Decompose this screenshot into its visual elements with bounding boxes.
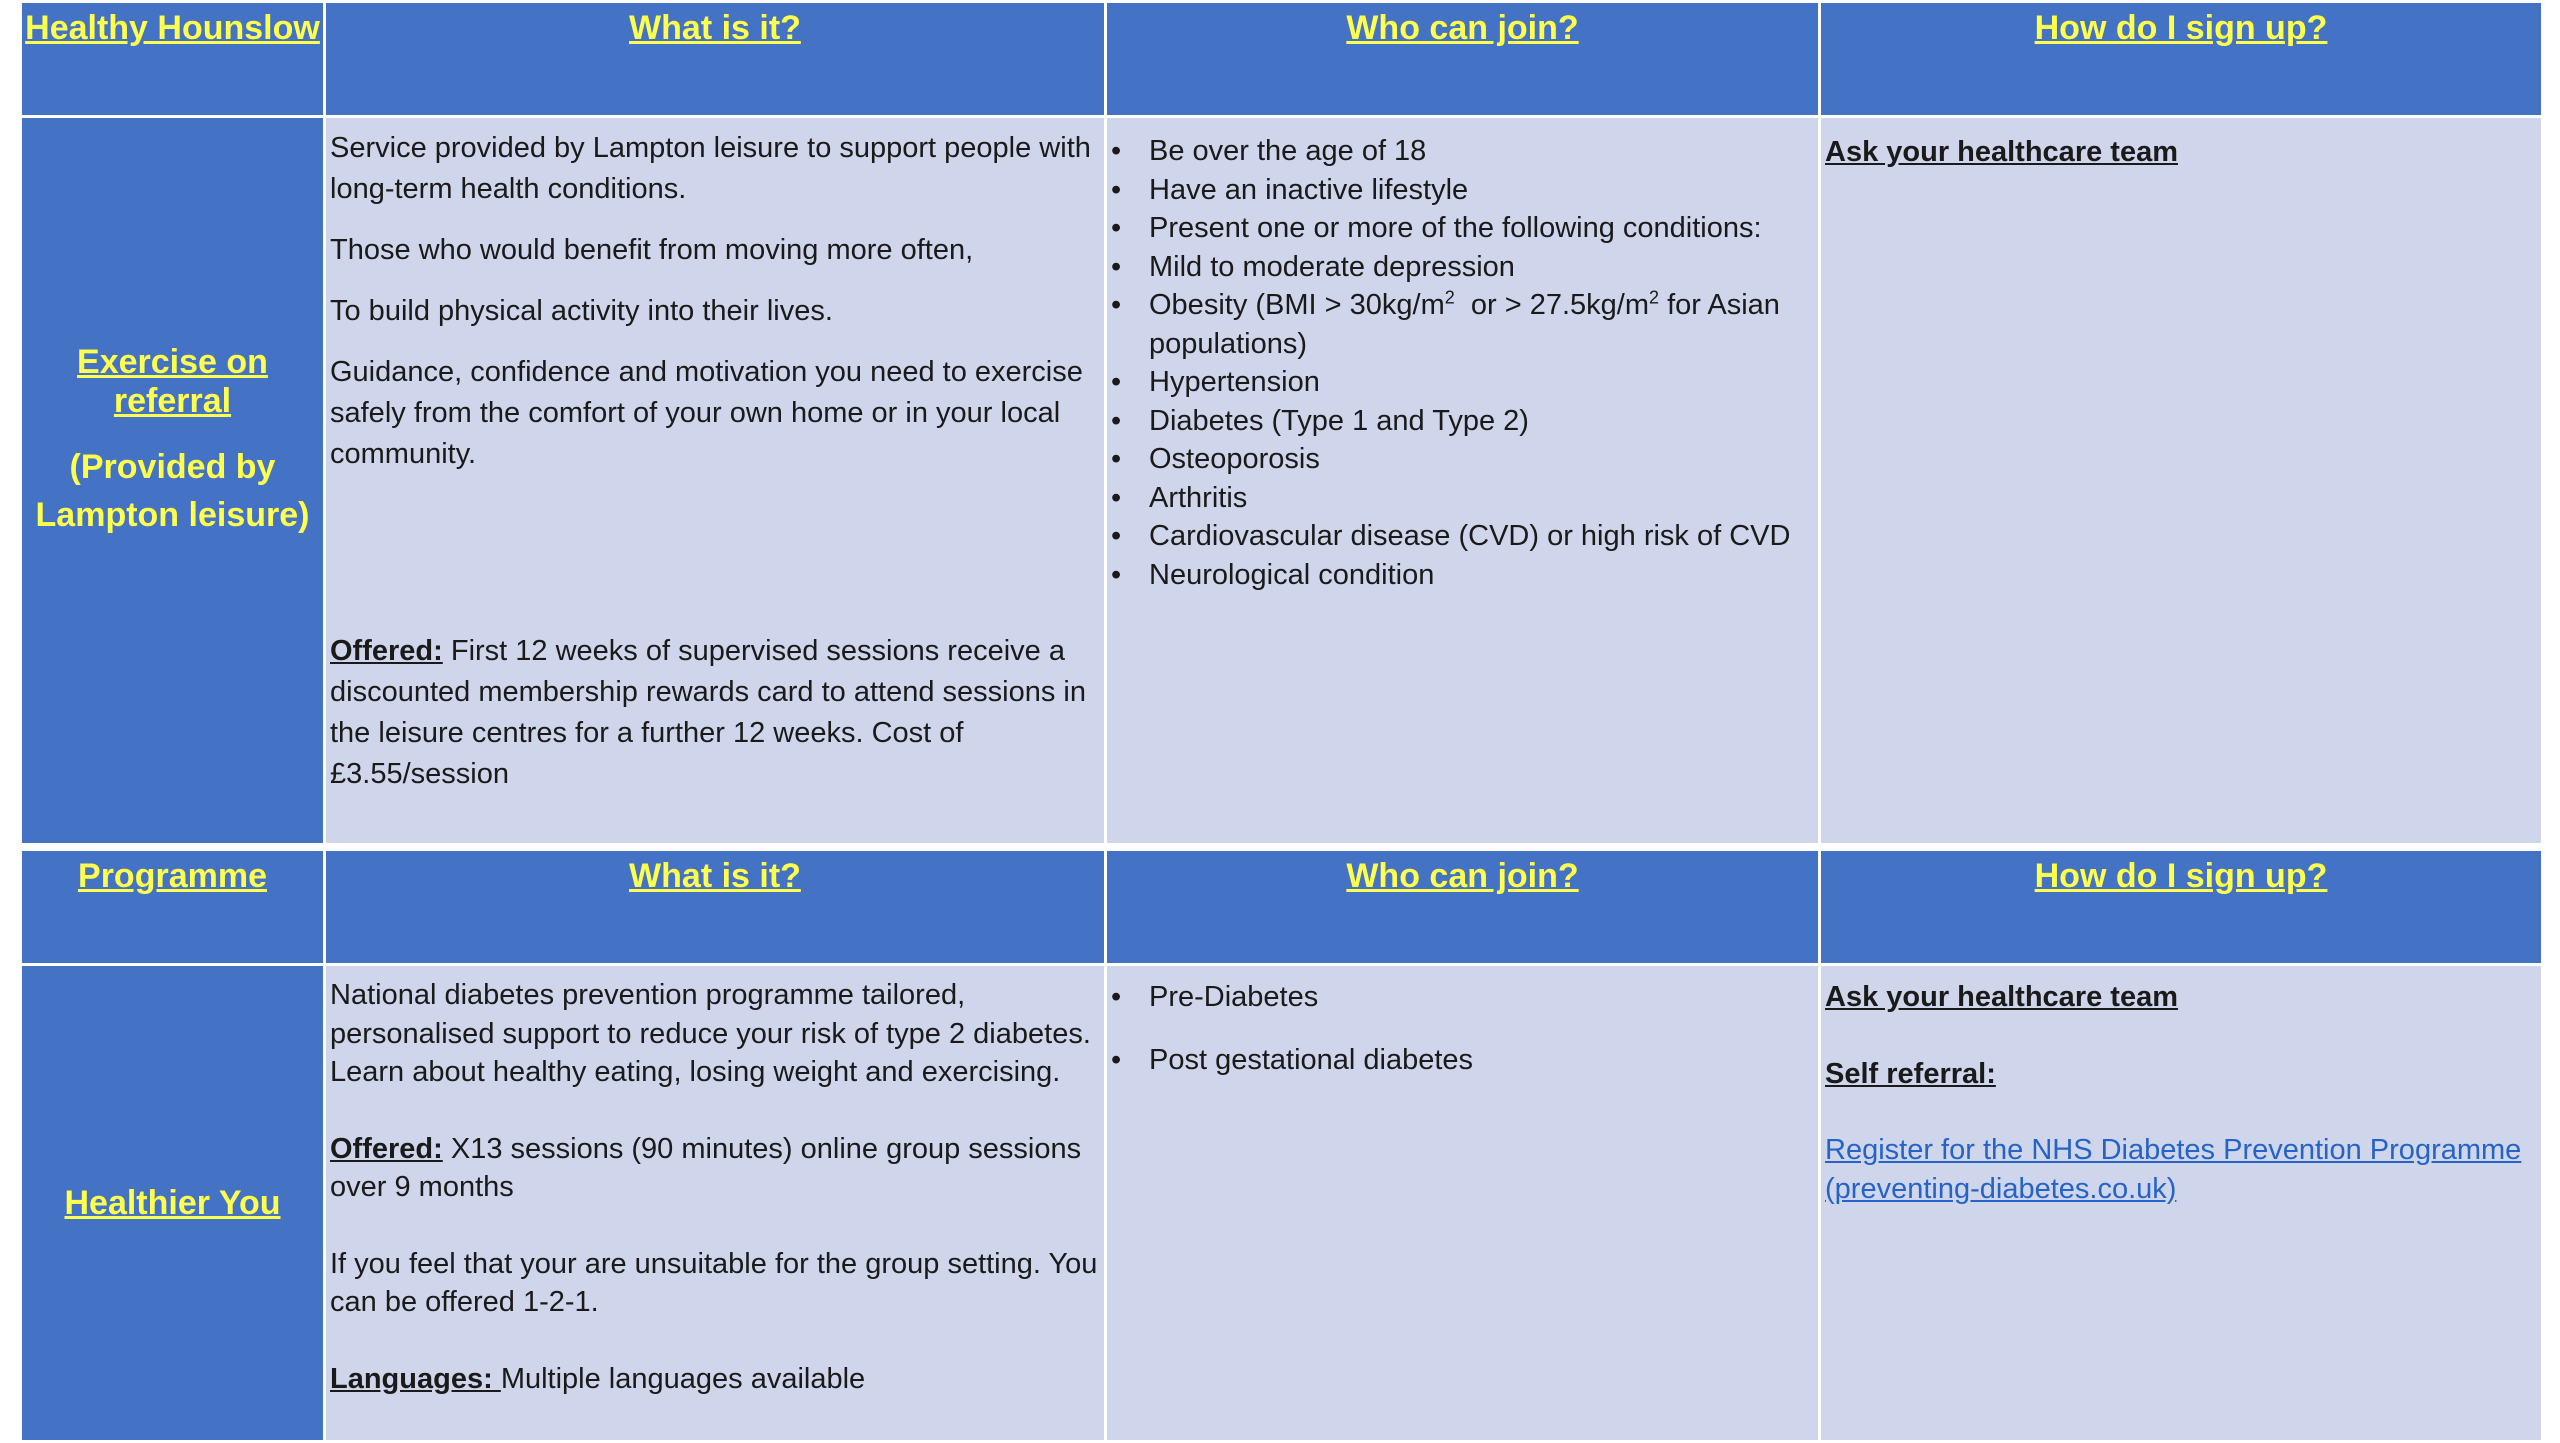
what-paragraph: Those who would benefit from moving more often, xyxy=(330,234,974,266)
header-cell xyxy=(21,850,325,965)
eligibility-list xyxy=(1111,978,1812,1079)
header-cell xyxy=(1106,2,1820,117)
healthier-you-table xyxy=(19,848,2544,1443)
what-intro: National diabetes prevention programme tailored, personalised support to reduce your risk of type 2 diabetes. Learn about healthy eating, losing weight and exercising. xyxy=(330,979,1091,1088)
list-item: • Pre-Diabetes xyxy=(1149,978,1812,1017)
header-what-is-it: What is it? xyxy=(629,857,801,895)
table-row xyxy=(21,965,2543,1442)
header-how-do-i-sign-up: How do I sign up? xyxy=(2034,9,2328,47)
what-is-it-cell xyxy=(325,117,1106,845)
header-who-can-join: Who can join? xyxy=(1346,857,1579,895)
row-label-cell xyxy=(21,965,325,1442)
table-header-row xyxy=(21,850,2543,965)
what-paragraph: Guidance, confidence and motivation you need to exercise safely from the comfort of your own home or in your local community. xyxy=(330,356,1083,470)
header-how-do-i-sign-up: How do I sign up? xyxy=(2034,857,2328,895)
diabetes-prevention-register-link[interactable]: Register for the NHS Diabetes Prevention Programme (preventing-diabetes.co.uk) xyxy=(1825,1134,2522,1205)
list-item: • Post gestational diabetes xyxy=(1149,1041,1812,1080)
list-item: • Cardiovascular disease (CVD) or high risk of CVD xyxy=(1149,517,1812,556)
header-cell xyxy=(325,2,1106,117)
list-item: • Have an inactive lifestyle xyxy=(1149,171,1812,210)
row-label-cell xyxy=(21,117,325,845)
table-header-row xyxy=(21,2,2543,117)
list-item: • Mild to moderate depression xyxy=(1149,248,1812,287)
how-to-sign-up-cell xyxy=(1820,117,2543,845)
ask-healthcare-team: Ask your healthcare team xyxy=(1825,981,2178,1013)
header-what-is-it: What is it? xyxy=(629,9,801,47)
offered-text: Offered: X13 sessions (90 minutes) online group sessions over 9 months xyxy=(330,1132,1082,1203)
list-item: • Present one or more of the following conditions: xyxy=(1149,209,1812,248)
ask-healthcare-team: Ask your healthcare team xyxy=(1825,136,2178,168)
header-programme: Programme xyxy=(78,857,267,895)
languages-text: Languages: Multiple languages available xyxy=(330,1362,866,1395)
header-healthy-hounslow: Healthy Hounslow xyxy=(25,9,320,47)
what-is-it-cell xyxy=(325,965,1106,1442)
offered-label: Offered: xyxy=(330,1132,443,1165)
table-row xyxy=(21,117,2543,845)
unsuitable-text: If you feel that your are unsuitable for the group setting. You can be offered 1-2-1. xyxy=(330,1247,1098,1318)
how-to-sign-up-cell xyxy=(1820,965,2543,1442)
list-item: • Diabetes (Type 1 and Type 2) xyxy=(1149,402,1812,441)
list-item: • Neurological condition xyxy=(1149,556,1812,595)
who-can-join-cell xyxy=(1106,965,1820,1442)
row-label-healthier-you: Healthier You xyxy=(64,1183,281,1222)
list-item-obesity: • Obesity ($BMI > 30kg/m^2$ or > $27.5kg/m^2$ for Asian populations) xyxy=(1149,286,1812,363)
offered-text: Offered: First 12 weeks of supervised sessions receive a discounted membership rewards card to attend sessions in the leisure centres for a further 12 weeks. Cost of £3.55/session xyxy=(330,635,1086,790)
self-referral-label: Self referral: xyxy=(1825,1057,1996,1090)
header-cell xyxy=(1820,850,2543,965)
list-item: • Osteoporosis xyxy=(1149,440,1812,479)
header-cell xyxy=(1820,2,2543,117)
header-cell xyxy=(21,2,325,117)
row-label-exercise-on-referral: Exercise on referral xyxy=(77,342,268,420)
list-item: • Be over the age of 18 xyxy=(1149,132,1812,171)
row-sublabel-provider: (Provided by Lampton leisure) xyxy=(35,447,310,534)
offered-label: Offered: xyxy=(330,635,443,667)
header-who-can-join: Who can join? xyxy=(1346,9,1579,47)
what-paragraph: Service provided by Lampton leisure to support people with long-term health conditions. xyxy=(330,132,1091,205)
what-paragraph: To build physical activity into their lives. xyxy=(330,295,833,327)
who-can-join-cell xyxy=(1106,117,1820,845)
languages-label: Languages: xyxy=(330,1362,501,1395)
eligibility-list xyxy=(1111,132,1812,594)
header-cell xyxy=(1106,850,1820,965)
list-item: • Arthritis xyxy=(1149,479,1812,518)
exercise-on-referral-table xyxy=(19,0,2544,846)
list-item: • Hypertension xyxy=(1149,363,1812,402)
header-cell xyxy=(325,850,1106,965)
